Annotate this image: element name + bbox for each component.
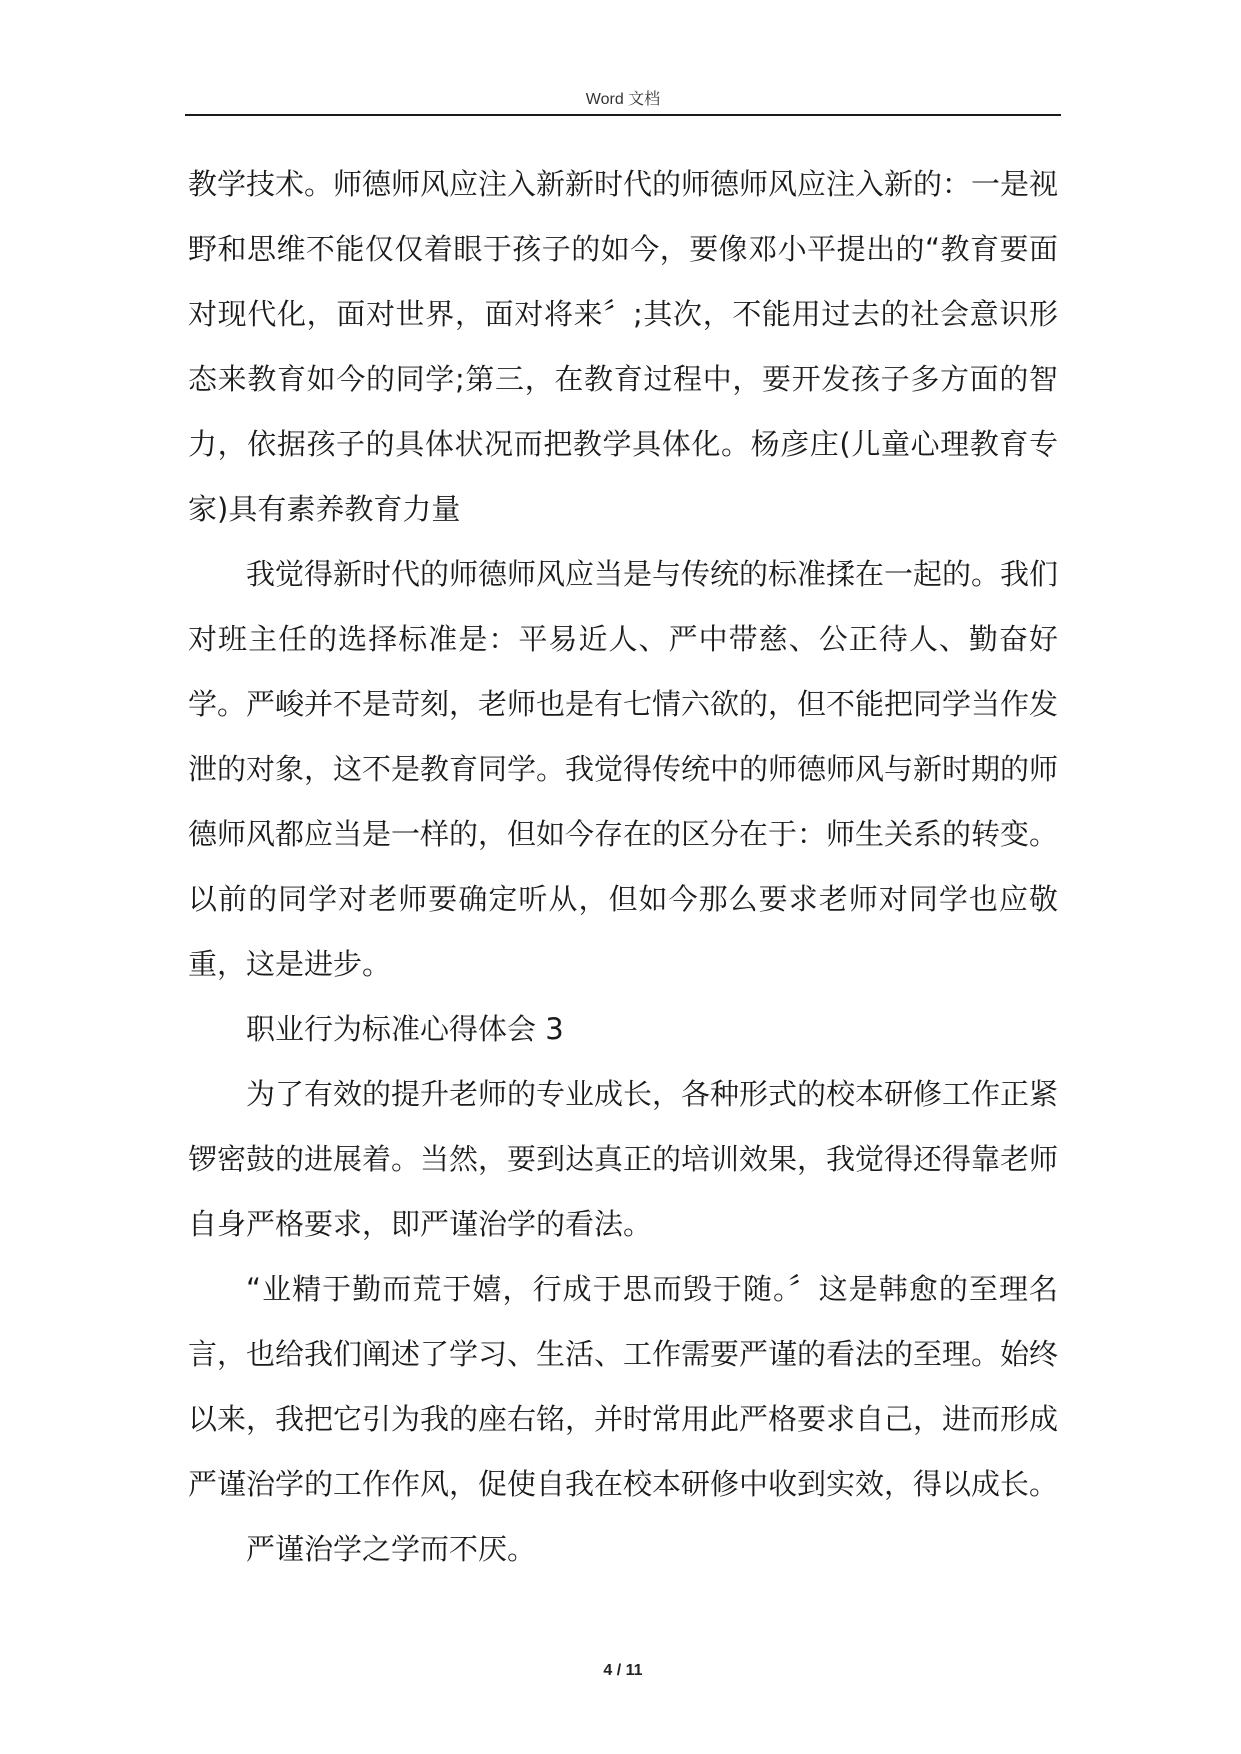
paragraph: “业精于勤而荒于嬉，行成于思而毁于随。〞这是韩愈的至理名言，也给我们阐述了学习、生活、工作需要严谨的看法的至理。始终以来，我把它引为我的座右铭，并时常用此严格要求自己，进而形成严谨治学的工作作风，促使自我在校本研修中收到实效，得以成长。 (188, 1272, 1059, 1501)
paragraph: 我觉得新时代的师德师风应当是与传统的标准揉在一起的。我们对班主任的选择标准是：平易近人、严中带慈、公正待人、勤奋好学。严峻并不是苛刻，老师也是有七情六欲的，但不能把同学当作发泄的对象，这不是教育同学。我觉得传统中的师德师风与新时期的师德师风都应当是一样的，但如今存在的区分在于：师生关系的转变。以前的同学对老师要确定听从，但如今那么要求老师对同学也应敬重，这是进步。 (188, 557, 1059, 981)
paragraph-continuation: 教学技术。师德师风应注入新新时代的师德师风应注入新的：一是视野和思维不能仅仅着眼于孩子的如今，要像邓小平提出的“教育要面对现代化，面对世界，面对将来〞;其次，不能用过去的社会意识形态来教育如今的同学;第三，在教育过程中，要开发孩子多方面的智力，依据孩子的具体状况而把教学具体化。杨彦庄(儿童心理教育专家)具有素养教育力量 (188, 167, 1059, 526)
page-number: 4 / 11 (603, 1662, 643, 1679)
section-heading: 职业行为标准心得体会 3 (246, 1012, 564, 1046)
document-body (188, 152, 1058, 1582)
page-header: Word 文档 (585, 91, 661, 108)
paragraph: 为了有效的提升老师的专业成长，各种形式的校本研修工作正紧锣密鼓的进展着。当然，要到达真正的培训效果，我觉得还得靠老师自身严格要求，即严谨治学的看法。 (188, 1077, 1059, 1241)
paragraph: 严谨治学之学而不厌。 (246, 1532, 537, 1566)
header-divider (185, 114, 1061, 116)
